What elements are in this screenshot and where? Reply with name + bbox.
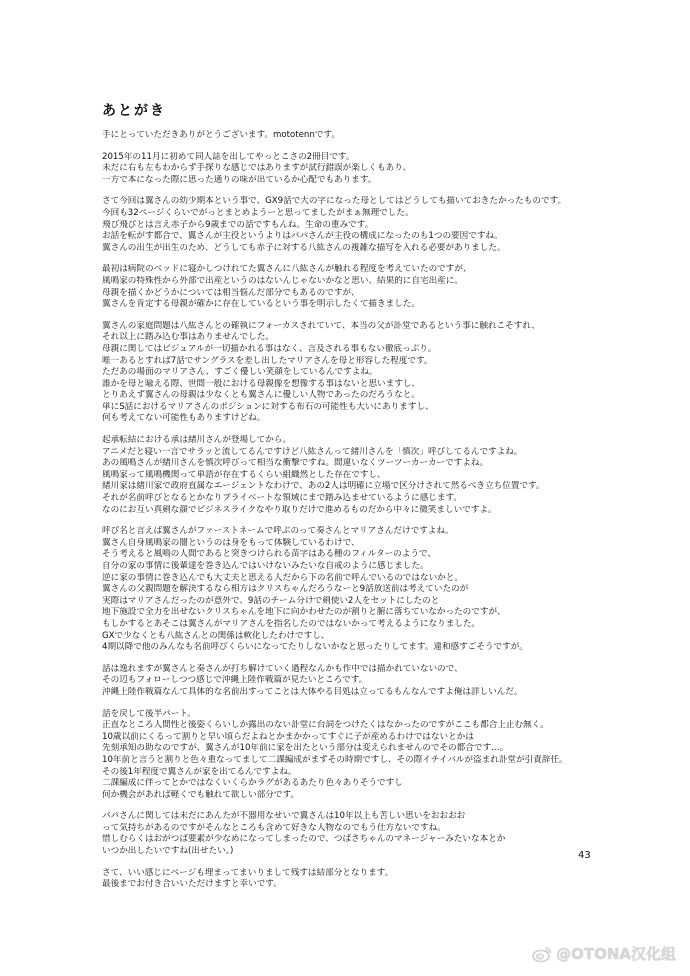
paragraph <box>102 321 602 425</box>
text-line: 今回も32ページくらいでがっとまとめようーと思ってましたがまぁ無理でした。 <box>102 207 414 218</box>
text-line: 起承転結における承は緒川さんが登場してから。 <box>102 435 292 446</box>
text-line: 翼さんを肯定する母親が確かに存在しているという事を明示したくて描きました。 <box>102 299 420 310</box>
paragraph <box>102 264 602 310</box>
text-line: 最後までお付き合いいただけますと幸いです。 <box>102 879 282 890</box>
paragraph <box>102 130 602 142</box>
text-line: 風鳴家って風鳴機関って単語が存在するくらい組織然とした存在ですし、 <box>102 469 386 480</box>
text-line: さて、いい感じにページも埋まってまいりまして残すは結部分となります。 <box>102 867 394 878</box>
text-line: 10歳以前にくるって割りと早い頃らだよねとかまかかってすぐに子が産めるわけではないとかは <box>102 731 474 742</box>
text-line: 緒川家は緒川家で政府直属なエージェントなわけで、あの2人は明確に立場で区分けされて然るべき立ち位置です。 <box>102 481 545 492</box>
paragraph <box>102 152 602 187</box>
text-line: って気持ちがあるのですがそんなところも含めて好きな人物なのでもう仕方ないですね。 <box>102 822 446 833</box>
text-line: その後1年程度で翼さんが家を出てるんですよね。 <box>102 766 297 777</box>
paragraph <box>102 196 602 254</box>
text-line: 翼さんの出生が出生のため、どうしても赤子に対する八紘さんの複雑な描写を入れる必要がありました。 <box>102 242 506 253</box>
text-line: 10年前と言うと割りと色々重なってまして二課編成がまずその時期ですし、その際イチイバルが盗まれ訃堂が引責辞任。 <box>102 754 568 765</box>
text-line: さて今回は翼さんの幼少期本という事で、GX9話で大の字になった母としてはどうしても描いておきたかったものです。 <box>102 196 567 207</box>
text-line: お話を転がす都合で、翼さんが主役というよりはパパさんが主役の構成になったのも1つの要因ですね。 <box>102 231 503 242</box>
paragraph <box>102 709 602 802</box>
text-line: 惜しむらくはおがつば要素が少なめになってしまったので、つばさちゃんのマネージャーみたいな本とか <box>102 834 506 845</box>
text-line: 二課編成に伴ってとかではなくいくらかラグがあるあたり色々ありそうですし <box>102 778 403 789</box>
text-line: 何も考えてない可能性もありますけどね。 <box>102 413 266 424</box>
paragraph-list <box>102 130 602 891</box>
text-line: 呼び名と言えば翼さんがファーストネームで呼ぶのって奏さんとマリアさんだけですよね。 <box>102 526 454 537</box>
text-line: 話は逸れますが翼さんと奏さんが打ち解けていく過程なんかも作中では描かれていないので、 <box>102 663 463 674</box>
text-line: いつか出したいですね(出せたい。) <box>102 846 234 857</box>
text-line: 4期以降で他のみんなも名前呼びくらいになってたりしないかなと思ったりしてます。違和感すごそうですが。 <box>102 642 528 653</box>
text-line: その辺もフォローしつつ感じで沖縄上陸作戦篇が見たいところです。 <box>102 675 368 686</box>
text-line: 最初は病院のベッドに寝かしつけれてた翼さんに八紘さんが触れる程度を考えていたのですが、 <box>102 264 472 275</box>
text-line: ただあの場面のマリアさん、すごく優しい笑顔をしているんですよね。 <box>102 367 378 378</box>
text-line: とりあえず翼さんの母親は少なくとも翼さんに優しい人物であったのだろうなと。 <box>102 390 420 401</box>
text-line: 唯一あるとすれば7話でサングラスを差し出したマリアさんを母と形容した程度です。 <box>102 355 433 366</box>
text-line: 先刻承知の助なのですが、翼さんが10年前に家を出たという部分は変えられませんのでその都合です…。 <box>102 743 509 754</box>
text-line: パパさんに関しては未だにあんたが不器用なせいで翼さんは10年以上も苦しい思いをおおおお <box>102 811 466 822</box>
watermark-text: @OTONA汉化组 <box>556 945 676 963</box>
text-line: 実際はマリアさんだったのが意外で、9話のチーム分けで剣使い2人をセットにしたのと <box>102 595 440 606</box>
text-line: 翼さんの家庭問題は八紘さんとの確執にフォーカスされていて、本当の父が訃堂であるという事に触れこそすれ、 <box>102 320 541 331</box>
text-line: 誰かを母と喩える際、世間一般における母親像を想像する事はないと思いますし、 <box>102 378 420 389</box>
text-line: もしかするとあそこは翼さんがマリアさんを指名したのではないかって考えるようになりました。 <box>102 618 481 629</box>
text-line: 正直なところ人間性と後姿くらいしか露出のない訃堂に台詞をつけたくはなかったのですがここも都合上止む無く。 <box>102 720 549 731</box>
text-line: 未だに右も左もわからず手探りな感じではありますが試行錯誤が楽しくもあり、 <box>102 163 412 174</box>
text-line: 2015年の11月に初めて同人誌を出してやっとこさの2冊目です。 <box>102 151 355 162</box>
text-line: なのにお互い真剣な顔でビジネスライクなやり取りだけで進めるものだから中々に微笑ましいですよ。 <box>102 504 497 515</box>
text-line: 自分の家の事情に後輩達を巻き込んではいけないみたいな自戒のように感じました。 <box>102 561 429 571</box>
paragraph <box>102 526 602 654</box>
text-line: 一方で本になった際に思った通りの味が出ているか心配でもあります。 <box>102 174 377 185</box>
text-line: 翼さんの父親問題を解決するなら相方はクリスちゃんだろうなーと9話放送前は考えていたのが <box>102 584 469 595</box>
paragraph <box>102 435 602 516</box>
text-line: 風鳴家の特殊性から外部で出産というのはないんじゃないかなと思い、結果的に自宅出産に。 <box>102 275 463 286</box>
paragraph <box>102 664 602 699</box>
text-line: 地下施設で全力を出せないクリスちゃんを地下に向かわせたのが割りと腑に落ちていなかったのですが、 <box>102 607 506 618</box>
paragraph <box>102 811 602 857</box>
text-line: 母親を描くかどうかについては相当悩んだ部分でもあるのですが、 <box>102 287 360 298</box>
text-line: あの風鳴さんが緒川さんを慎次呼びって相当な衝撃ですね。間違いなくツーツーカーカーですよね。 <box>102 458 489 469</box>
text-line: 沖縄上陸作戦篇なんて具体的な名前出すってことは大体やる目処は立ってるもんなんですよ俺は詳しいんだ。 <box>102 686 523 697</box>
text-line: 何か機会があれば軽くでも触れて欲しい部分です。 <box>102 789 299 800</box>
page-title: あとがき <box>102 103 166 119</box>
text-line: GXで少なくとも八紘さんとの関係は軟化したわけですし、 <box>102 630 330 641</box>
paragraph <box>102 868 602 891</box>
text-line: 手にとっていただきありがとうございます。mototennです。 <box>102 130 340 140</box>
text-line: 逆に家の事情に巻き込んでも大丈夫と思える人だから下の名前で呼んでいるのではないかと。 <box>102 572 463 583</box>
weibo-icon <box>532 945 552 963</box>
text-line: それ以上に踏み込む事はありませんでした。 <box>102 332 274 343</box>
text-line: 単にS話におけるマリアさんのポジションに対する布石の可能性も大いにありますし、 <box>102 401 434 412</box>
text-line: 翼さん自身風鳴家の闇というのは身をもって体験しているわけで、 <box>102 537 360 548</box>
watermark <box>532 943 676 964</box>
text-line: そう考えると風鳴の人間であると突きつけられる苗字はある種のフィルターのようで、 <box>102 549 436 560</box>
afterword-body <box>102 102 602 901</box>
text-line: 話を戻して後半パート。 <box>102 708 196 719</box>
text-line: アニメだと寝い一言でサラッと流してるんですけど八紘さんって緒川さんを「慎次」呼びしてるんですよね。 <box>102 446 523 457</box>
page-number: 43 <box>578 850 591 861</box>
text-line: 母親に関してはビジュアルが一切描かれる事はなく、言及される事もない徹底っぷり。 <box>102 343 437 354</box>
text-line: 飛び飛びとは言え赤子から9歳までの話ですもんね。生命の重みです。 <box>102 219 374 230</box>
text-line: それが名前呼びとなるとかなりプライベートな領域にまで踏み込ませているように感じます。 <box>102 493 462 504</box>
